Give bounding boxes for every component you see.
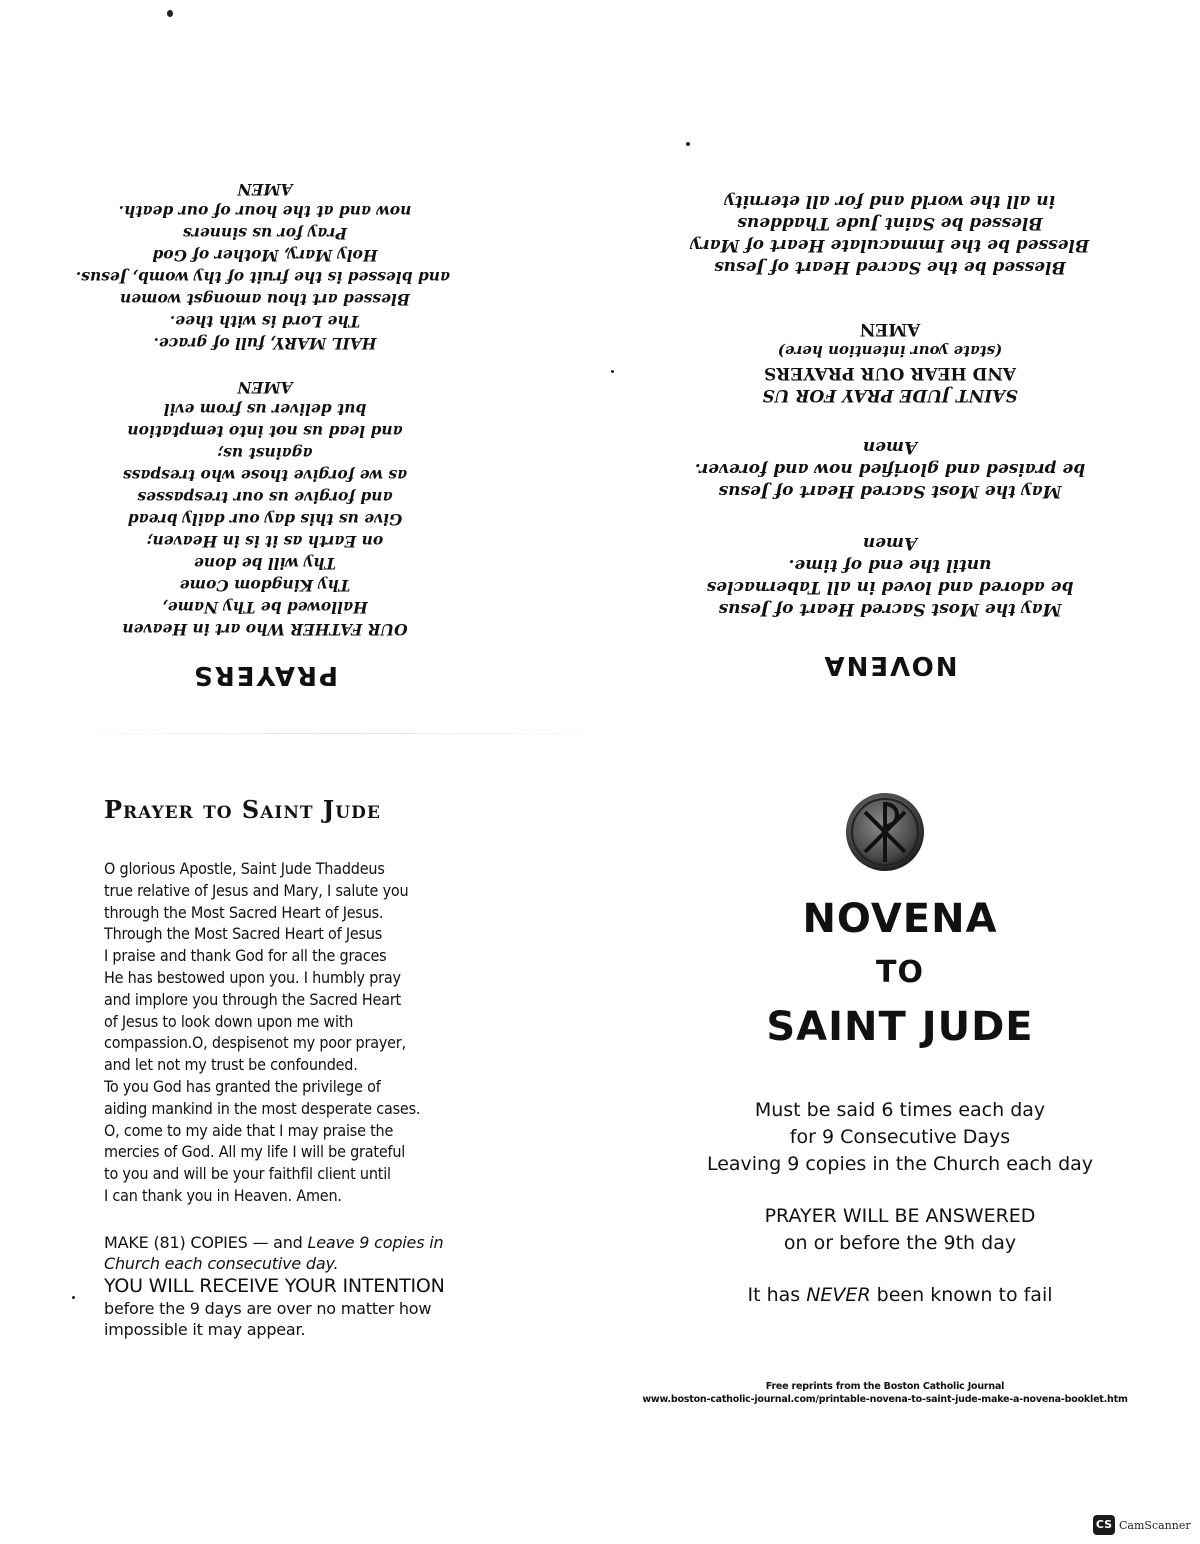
prayer-line: as we forgive those who trespass — [122, 466, 408, 485]
novena-line: May the Most Sacred Heart of Jesus — [718, 481, 1062, 501]
make-copies-lead: MAKE (81) COPIES — and — [104, 1233, 308, 1252]
consecutive-day-italic: Church each consecutive day. — [104, 1254, 339, 1273]
prayer-body-line: mercies of God. All my life I will be grateful — [104, 1142, 406, 1162]
novena-block-saint-jude — [640, 318, 1140, 406]
make-copies-italic: Leave 9 copies in — [307, 1233, 444, 1252]
prayers-title: PRAYERS — [191, 660, 339, 690]
novena-line: AND HEAR OUR PRAYERS — [763, 363, 1017, 383]
instruction-line: Leaving 9 copies in the Church each day — [706, 1153, 1094, 1175]
prayer-answered-notice — [640, 1203, 1160, 1257]
prayer-body-line: through the Most Sacred Heart of Jesus. — [104, 902, 384, 922]
our-father-prayer — [80, 376, 450, 640]
prayer-line: Hallowed be Thy Name, — [162, 598, 368, 617]
novena-line: be praised and glorified now and forever. — [694, 459, 1086, 479]
novena-line: AMEN — [859, 319, 921, 339]
never-fail-emphasis: NEVER — [806, 1284, 871, 1306]
never-fail-notice — [640, 1282, 1160, 1309]
prayer-line: AMEN — [237, 378, 293, 397]
prayer-body-line: aiding mankind in the most desperate cases. — [104, 1098, 421, 1118]
reprint-url: www.boston-catholic-journal.com/printable-novena-to-saint-jude-make-a-novena-booklet.htm — [642, 1394, 1128, 1405]
prayer-line: and lead us not into temptation — [127, 422, 403, 441]
prayer-line: but deliver us from evil — [163, 400, 367, 419]
novena-line: in all the world and for all eternity — [724, 191, 1056, 211]
novena-line: Blessed be the Immaculate Heart of Mary — [690, 235, 1090, 255]
camscanner-label: CamScanner — [1119, 1518, 1191, 1532]
prayer-body-line: He has bestowed upon you. I humbly pray — [104, 967, 401, 987]
never-fail-line — [640, 1282, 1160, 1309]
prayers-panel — [75, 150, 450, 690]
copies-instructions — [104, 1232, 524, 1340]
hail-mary-prayer — [75, 178, 450, 354]
novena-line: SAINT JUDE PRAY FOR US — [762, 385, 1018, 405]
receive-intention-line: YOU WILL RECEIVE YOUR INTENTION — [104, 1275, 445, 1297]
prayer-to-saint-jude-body — [104, 858, 524, 1207]
cover-instructions — [640, 1097, 1160, 1178]
prayer-body-line: I can thank you in Heaven. Amen. — [104, 1185, 342, 1205]
novena-panel — [640, 120, 1140, 680]
never-fail-post: been known to fail — [870, 1284, 1053, 1306]
reprint-source: Free reprints from the Boston Catholic Journal — [765, 1381, 1005, 1392]
novena-line: Blessed be the Sacred Heart of Jesus — [714, 257, 1066, 277]
scan-speck — [167, 10, 173, 17]
novena-block-blessed — [640, 190, 1140, 278]
answered-line: PRAYER WILL BE ANSWERED — [764, 1205, 1036, 1227]
never-fail-pre: It has — [747, 1284, 807, 1306]
cover-title-novena: NOVENA — [802, 896, 998, 942]
camscanner-watermark — [1093, 1514, 1191, 1536]
prayer-line: HAIL MARY, full of grace. — [153, 334, 377, 353]
scan-speck — [611, 370, 614, 373]
prayer-line: Holy Mary, Mother of God — [152, 246, 378, 265]
answered-line: on or before the 9th day — [783, 1232, 1017, 1254]
impossible-line: impossible it may appear. — [104, 1320, 306, 1339]
prayer-body-line: To you God has granted the privilege of — [104, 1076, 381, 1096]
novena-block-praised — [640, 436, 1140, 502]
before-days-line: before the 9 days are over no matter how — [104, 1299, 432, 1318]
novena-line: Amen — [862, 533, 918, 553]
prayer-line: and blessed is the fruit of thy womb, Jesus. — [75, 268, 450, 287]
prayer-line: Thy Kingdom Come — [179, 576, 351, 595]
prayer-body-line: compassion.O, despisenot my poor prayer, — [104, 1033, 406, 1053]
consecutive-day-line — [104, 1253, 524, 1274]
camscanner-logo-icon: CS — [1093, 1515, 1115, 1535]
novena-line: Amen — [862, 437, 918, 457]
novena-line: until the end of time. — [788, 555, 992, 575]
prayer-line: OUR FATHER Who art in Heaven — [122, 620, 408, 639]
prayer-line: Blessed art thou amongst women — [120, 290, 410, 309]
prayer-body-line: O, come to my aide that I may praise the — [104, 1120, 394, 1140]
cover-title — [700, 893, 1100, 1053]
prayer-line: now and at the hour of our death. — [118, 202, 412, 221]
fold-line — [60, 733, 620, 734]
chi-rho-emblem-icon — [845, 792, 925, 872]
prayer-to-saint-jude-title: Prayer to Saint Jude — [104, 795, 381, 824]
cover-title-saint-jude: SAINT JUDE — [766, 1004, 1034, 1050]
prayer-line: on Earth as it is in Heaven; — [146, 532, 384, 551]
scan-speck — [72, 1296, 75, 1299]
prayer-line: Thy will be done — [194, 554, 337, 573]
novena-line: May the Most Sacred Heart of Jesus — [718, 599, 1062, 619]
prayer-line: Pray for us sinners — [182, 224, 348, 243]
prayer-line: against us; — [217, 444, 313, 463]
prayer-line: Give us this day our daily bread — [127, 510, 403, 529]
prayer-body-line: and let not my trust be confounded. — [104, 1055, 358, 1075]
make-copies-line — [104, 1232, 524, 1253]
prayer-line: The Lord is with thee. — [169, 312, 361, 331]
novena-line: (state your intention here) — [777, 342, 1003, 360]
prayer-body-line: and implore you through the Sacred Heart — [104, 989, 401, 1009]
prayer-body-line: true relative of Jesus and Mary, I salute you — [104, 880, 409, 900]
cover-title-to: TO — [876, 955, 924, 990]
prayer-line: AMEN — [237, 180, 293, 199]
prayer-body-line: O glorious Apostle, Saint Jude Thaddeus — [104, 859, 385, 878]
instruction-line: Must be said 6 times each day — [754, 1099, 1046, 1121]
instruction-line: for 9 Consecutive Days — [789, 1126, 1011, 1148]
prayer-body-line: to you and will be your faithfil client until — [104, 1164, 391, 1184]
novena-line: Blessed be Saint Jude Thaddeus — [737, 213, 1043, 233]
prayer-body-line: I praise and thank God for all the graces — [104, 946, 387, 966]
novena-title: NOVENA — [822, 650, 958, 680]
novena-line: be adored and loved in all Tabernacles — [706, 577, 1074, 597]
prayer-line: and forgive us our trespasses — [137, 488, 393, 507]
prayer-body-line: Through the Most Sacred Heart of Jesus — [104, 924, 383, 944]
prayer-body-line: of Jesus to look down upon me with — [104, 1011, 354, 1031]
reprint-credit — [600, 1380, 1170, 1406]
novena-block-adored — [640, 532, 1140, 620]
